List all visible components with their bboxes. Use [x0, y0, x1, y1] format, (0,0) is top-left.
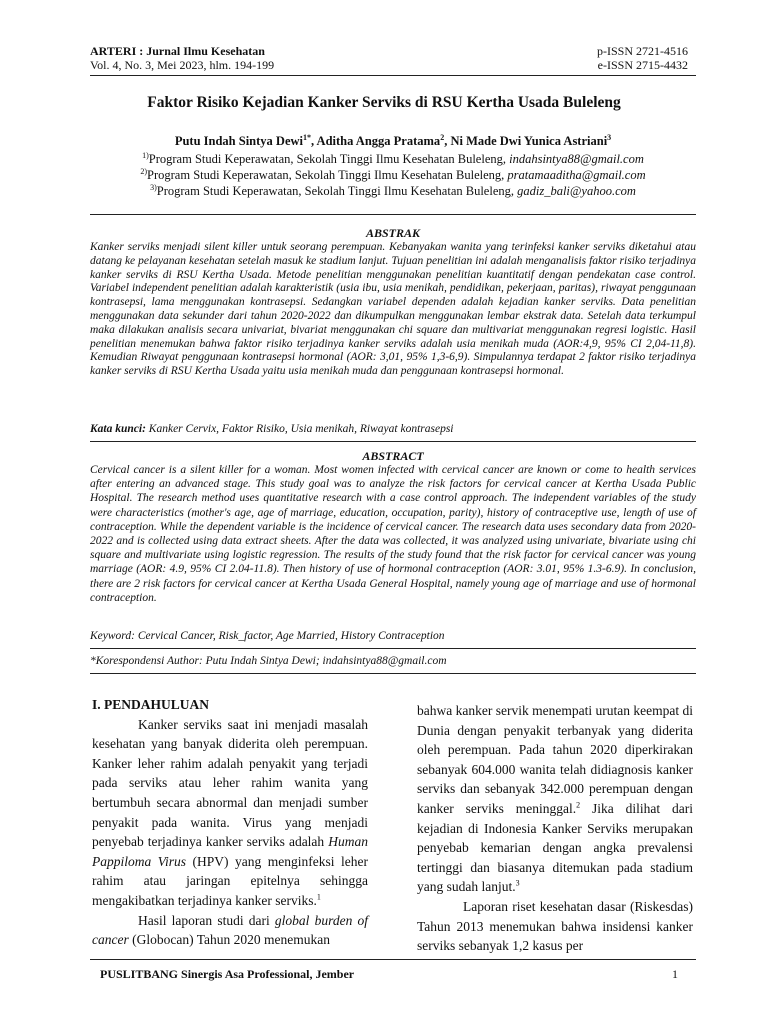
affiliation-1-sup: 1): [142, 150, 149, 160]
body-text: Hasil laporan studi dari: [138, 912, 275, 928]
affiliations: [90, 151, 696, 199]
body-text: (HPV) yang menginfeksi leher rahim atau jaringan epitelnya sehingga mengakibatkan terjadinya kanker serviks.: [92, 853, 368, 908]
abstract-body: Cervical cancer is a silent killer for a woman. Most women infected with cervical cancer are known or come to health services after entering an advanced stage. This study goal was to analyze the risk factors for cervical cancer at Kertha Usada Public Hospital. The research method uses quantitative research with a case control approach. The independent variables of the study were characteristics (mother's age, age of marriage, education, occupation, parity), history of contraceptive use, length of use of contraception. While the dependent variable is the incidence of cervical cancer. The research data uses secondary data from 2020-2022 and is collected using data extract sheets. After the data was collected, it was analyzed using univariate, bivariate using chi square and multivariate using logistic regression. The results of the study found that the risk factor for cervical cancer was young marriage (AOR: 4.9, 95% CI 2.04-11.8). Then history of use of hormonal contraception (AOR: 3.01, 95% 1.3-6.9). In conclusion, there are 2 risk factors for cervical cancer at Kertha Usada General Hospital, namely young age of marriage and use of hormonal contraception.: [90, 464, 696, 604]
author-3: , Ni Made Dwi Yunica Astriani: [444, 134, 608, 148]
body-text: Jika dilihat dari kejadian di Indonesia Kanker Serviks merupakan penyebab kemarian dengan angka prevalensi tertinggi dan biasanya ditemukan pada stadium yang sudah lanjut.: [417, 800, 693, 895]
abstract-keywords: [90, 630, 696, 642]
affiliation-2-text: Program Studi Keperawatan, Sekolah Tinggi Ilmu Kesehatan Buleleng,: [147, 168, 508, 182]
affiliation-1-email: indahsintya88@gmail.com: [509, 152, 644, 166]
abstract-keywords-label: Keyword:: [90, 630, 138, 642]
abstrak-keywords-text: Kanker Cervix, Faktor Risiko, Usia menikah, Riwayat kontrasepsi: [148, 423, 454, 435]
body-text-italic: Human Pappiloma Virus: [92, 834, 368, 869]
body-paragraph: [92, 911, 368, 950]
body-text: Laporan riset kesehatan dasar (Riskesdas) Tahun 2013 menemukan bahwa insidensi kanker serviks sebanyak 1,2 kasus per: [417, 898, 693, 954]
affiliation-2-email: pratamaaditha@gmail.com: [507, 168, 646, 182]
correspondence: *Korespondensi Author: Putu Indah Sintya Dewi; indahsintya88@gmail.com: [90, 655, 447, 667]
citation: 2: [576, 800, 581, 810]
author-2: , Aditha Angga Pratama: [311, 134, 441, 148]
section-heading: I. PENDAHULUAN: [92, 697, 210, 712]
abstract-keywords-text: Cervical Cancer, Risk_factor, Age Married, History Contraception: [137, 630, 445, 642]
body-paragraph: [417, 897, 693, 956]
footer-rule: [90, 959, 696, 960]
affiliation-3: [90, 183, 696, 199]
eissn: e-ISSN 2715-4432: [597, 58, 688, 72]
abstrak-body: Kanker serviks menjadi silent killer untuk seorang perempuan. Kebanyakan wanita yang terinfeksi kanker serviks diketahui atau datang ke pelayanan kesehatan setelah masuk ke stadium lanjut. Tujuan penelitian ini adalah menganalisis faktor risiko terjadinya kanker serviks di RSU Kertha Usada. Metode penelitian menggunakan penelitian kuantitatif dengan pendekatan case control. Variabel independent penelitian adalah karakteristik (usia ibu, usia menikah, pendidikan, pekerjaan, paritas), riwayat penggunaan kontrasepsi, lama menggunakan kontrasepsi. Sedangkan variabel dependen adalah kejadian kanker serviks. Data penelitian menggunakan data sekunder dari tahun 2020-2022 dan dikumpulkan menggunakan lembar ekstrak data. Setelah data terkumpul maka dilakukan analisis secara univariat, bivariat menggunakan chi square dan multivariat menggunakan regresi logistic. Hasil penelitian menemukan bahwa faktor risiko terjadinya kanker serviks adalah usia menikah muda (AOR:4,9, 95% CI 2,04-11,8). Kemudian Riwayat penggunaan kontrasepsi hormonal (AOR: 3,01, 95% 1,3-6,9). Simpulannya terdapat 2 faktor risiko terjadinya kanker serviks di RSU Kertha Usada yaitu usia menikah muda dan penggunaan kontrasepsi hormonal.: [90, 241, 696, 378]
affiliation-1: [90, 151, 696, 167]
body-text: bahwa kanker servik menempati urutan keempat di Dunia dengan penyakit terbanyak yang diderita oleh perempuan. Pada tahun 2020 diperkirakan sebanyak 604.000 wanita telah didiagnosis kanker serviks dan sebanyak 342.000 perempuan dengan kanker serviks meninggal.: [417, 703, 693, 816]
author-3-sup: 3: [607, 132, 612, 142]
abstrak-heading: ABSTRAK: [365, 226, 421, 240]
affiliation-1-text: Program Studi Keperawatan, Sekolah Tinggi Ilmu Kesehatan Buleleng,: [148, 152, 510, 166]
body-paragraph: [417, 701, 693, 897]
journal-volume: Vol. 4, No. 3, Mei 2023, hlm. 194-199: [90, 58, 275, 72]
affiliation-3-email: gadiz_bali@yahoo.com: [517, 184, 636, 198]
body-text-italic: global burden of cancer: [92, 912, 368, 948]
body-right-column: [417, 701, 693, 956]
header-rule: [90, 75, 696, 76]
body-left-column: [92, 695, 368, 950]
body-text: Kanker serviks saat ini menjadi masalah kesehatan yang banyak diderita oleh perempuan. Kanker leher rahim adalah penyakit yang terjadi pada serviks atau leher rahim wanita yang bertumbuh secara abnormal dan menjadi sumber penyakit pada wanita. Virus yang menjadi penyebab terjadinya kanker serviks adalah: [92, 716, 368, 850]
paper-title: Faktor Risiko Kejadian Kanker Serviks di RSU Kertha Usada Buleleng: [147, 94, 621, 111]
abstrak-top-rule: [90, 214, 696, 215]
body-text: (Globocan) Tahun 2020 menemukan: [128, 932, 330, 948]
body-paragraph: [92, 715, 368, 911]
abstract-heading: ABSTRACT: [362, 449, 424, 463]
correspondence-rule: [90, 673, 696, 674]
affiliation-2-sup: 2): [140, 166, 148, 176]
affiliation-3-text: Program Studi Keperawatan, Sekolah Tinggi Ilmu Kesehatan Buleleng,: [156, 184, 518, 198]
affiliation-2: [90, 167, 696, 183]
author-1-sup: 1*: [303, 132, 311, 142]
footer-publisher: PUSLITBANG Sinergis Asa Professional, Jember: [100, 967, 355, 981]
author-2-sup: 2: [440, 132, 445, 142]
citation: 1: [316, 892, 321, 902]
journal-name: ARTERI : Jurnal Ilmu Kesehatan: [90, 44, 265, 58]
page-number: 1: [672, 967, 678, 981]
author-line: [90, 134, 696, 149]
pissn: p-ISSN 2721-4516: [596, 44, 688, 58]
affiliation-3-sup: 3): [150, 182, 157, 192]
abstrak-keywords: [90, 423, 696, 435]
abstract-bottom-rule: [90, 648, 696, 649]
abstrak-keywords-label: Kata kunci:: [90, 423, 149, 435]
citation: 3: [515, 878, 520, 888]
abstrak-bottom-rule: [90, 441, 696, 442]
author-1: Putu Indah Sintya Dewi: [174, 134, 303, 148]
